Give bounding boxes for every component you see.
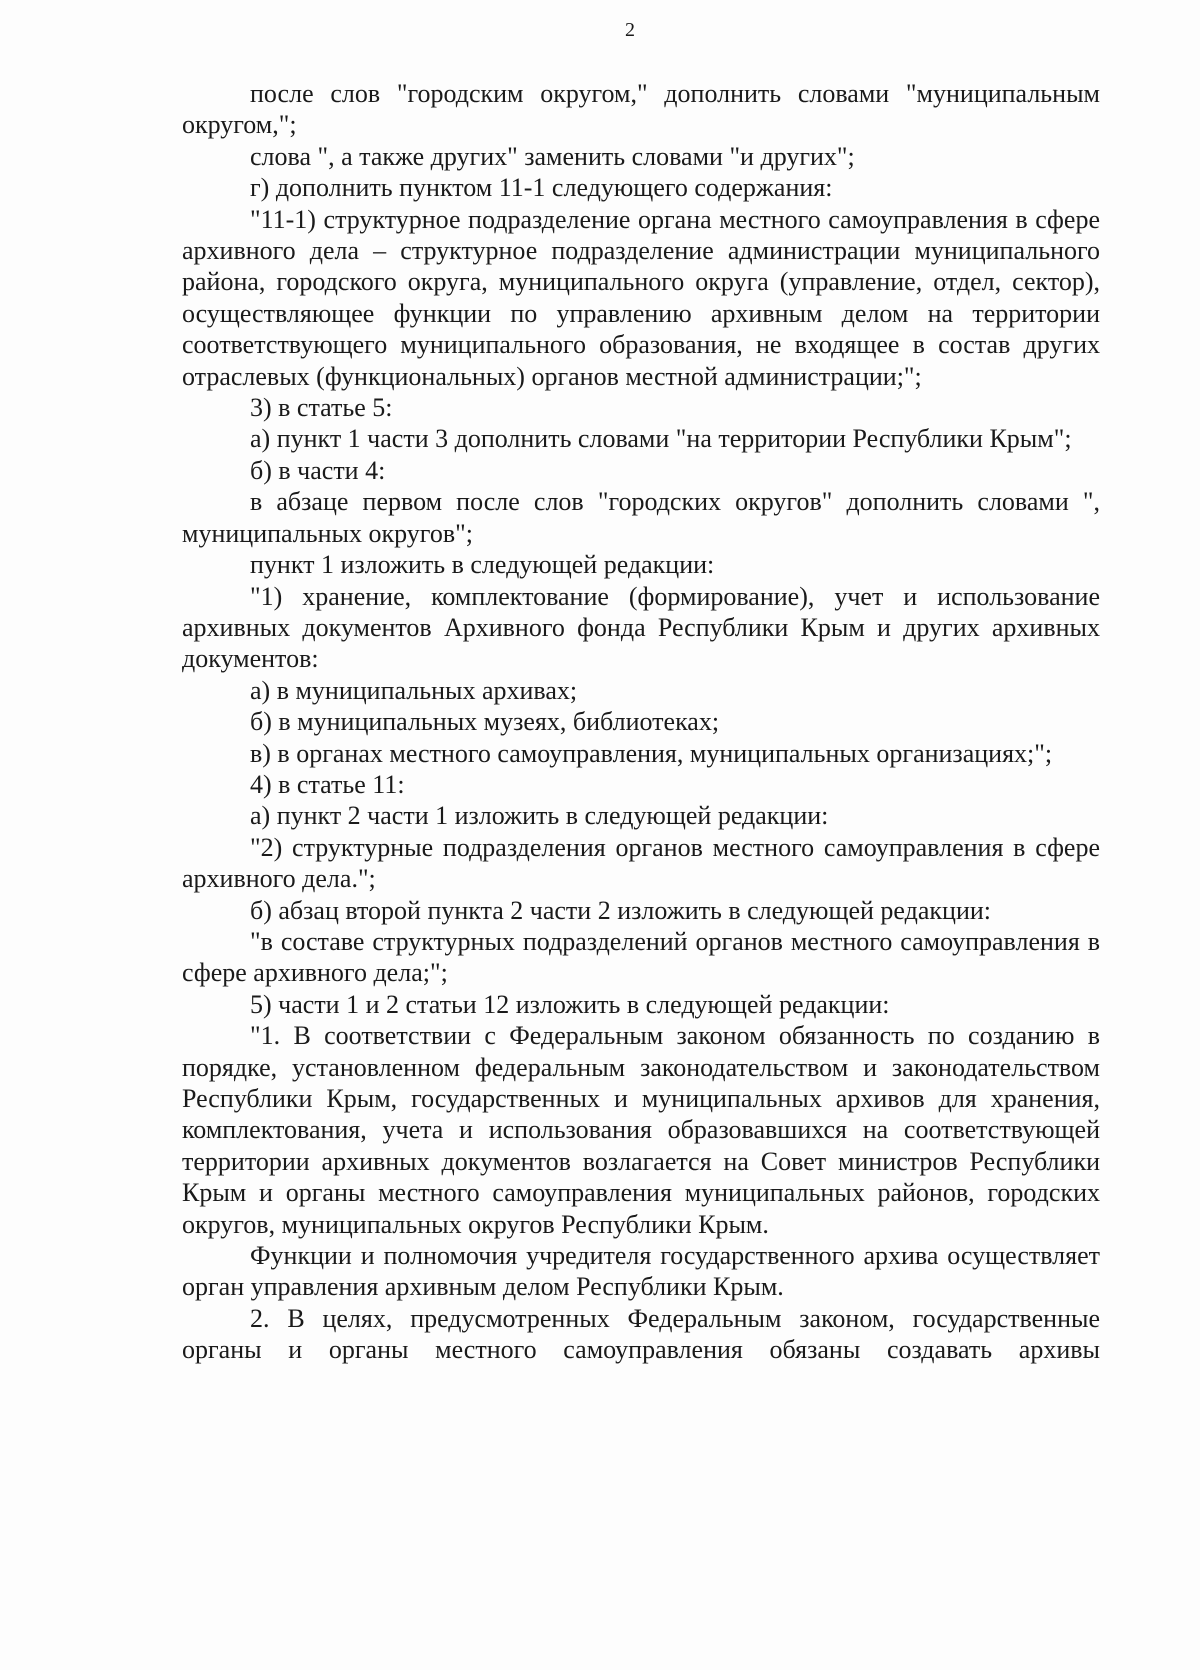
page-number: 2 [625, 19, 635, 41]
paragraph: 3) в статье 5: [250, 393, 393, 423]
paragraph: "1. В соответствии с Федеральным законом обязанность по созданию в порядке, установленном федеральным законодательством и законодательством Республики Крым, государственных и муниципальных архивов для хранения, комплектования, учета и использования образовавшихся на соответствующей территории архивных документов возлагается на Совет министров Республики Крым и органы местного самоуправления муниципальных районов, городских округов, муниципальных округов Республики Крым. [182, 1021, 1100, 1239]
paragraph: "2) структурные подразделения органов местного самоуправления в сфере архивного дела."; [182, 832, 1100, 894]
paragraph: б) абзац второй пункта 2 части 2 изложить в следующей редакции: [250, 895, 991, 925]
paragraph: Функции и полномочия учредителя государственного архива осуществляет орган управления архивным делом Республики Крым. [182, 1241, 1100, 1302]
paragraph: после слов "городским округом," дополнить словами "муниципальным округом,"; [182, 79, 1100, 140]
paragraph: 5) части 1 и 2 статьи 12 изложить в следующей редакции: [250, 989, 890, 1019]
paragraph: в) в органах местного самоуправления, муниципальных организациях;"; [250, 738, 1053, 768]
paragraph: "11-1) структурное подразделение органа местного самоуправления в сфере архивного дела – структурное подразделение администрации муниципального района, городского округа, муниципального округа (управление, отдел, сектор), осуществляющее функции по управлению архивным делом на территории соответствующего муниципального образования, не входящее в состав других отраслевых (функциональных) органов местной администрации;"; [182, 204, 1100, 391]
paragraph: 4) в статье 11: [250, 769, 405, 799]
paragraph: б) в части 4: [250, 455, 386, 485]
paragraph: слова ", а также других" заменить словами "и других"; [250, 141, 855, 171]
paragraph: "в составе структурных подразделений органов местного самоуправления в сфере архивного дела;"; [182, 926, 1100, 988]
paragraph: а) в муниципальных архивах; [250, 675, 578, 705]
paragraph: г) дополнить пунктом 11-1 следующего содержания: [250, 173, 833, 203]
paragraph: в абзаце первом после слов "городских округов" дополнить словами ", муниципальных округов"; [182, 487, 1100, 548]
paragraph: б) в муниципальных музеях, библиотеках; [250, 707, 720, 737]
document-body [182, 78, 1100, 1366]
paragraph: пункт 1 изложить в следующей редакции: [250, 550, 715, 580]
paragraph: "1) хранение, комплектование (формирование), учет и использование архивных документов Архивного фонда Республики Крым и других архивных документов: [182, 581, 1100, 674]
paragraph: 2. В целях, предусмотренных Федеральным законом, государственные органы и органы местного самоуправления обязаны создавать архивы [182, 1303, 1100, 1365]
paragraph: а) пункт 1 части 3 дополнить словами "на территории Республики Крым"; [250, 424, 1072, 454]
paragraph: а) пункт 2 части 1 изложить в следующей редакции: [250, 801, 829, 831]
